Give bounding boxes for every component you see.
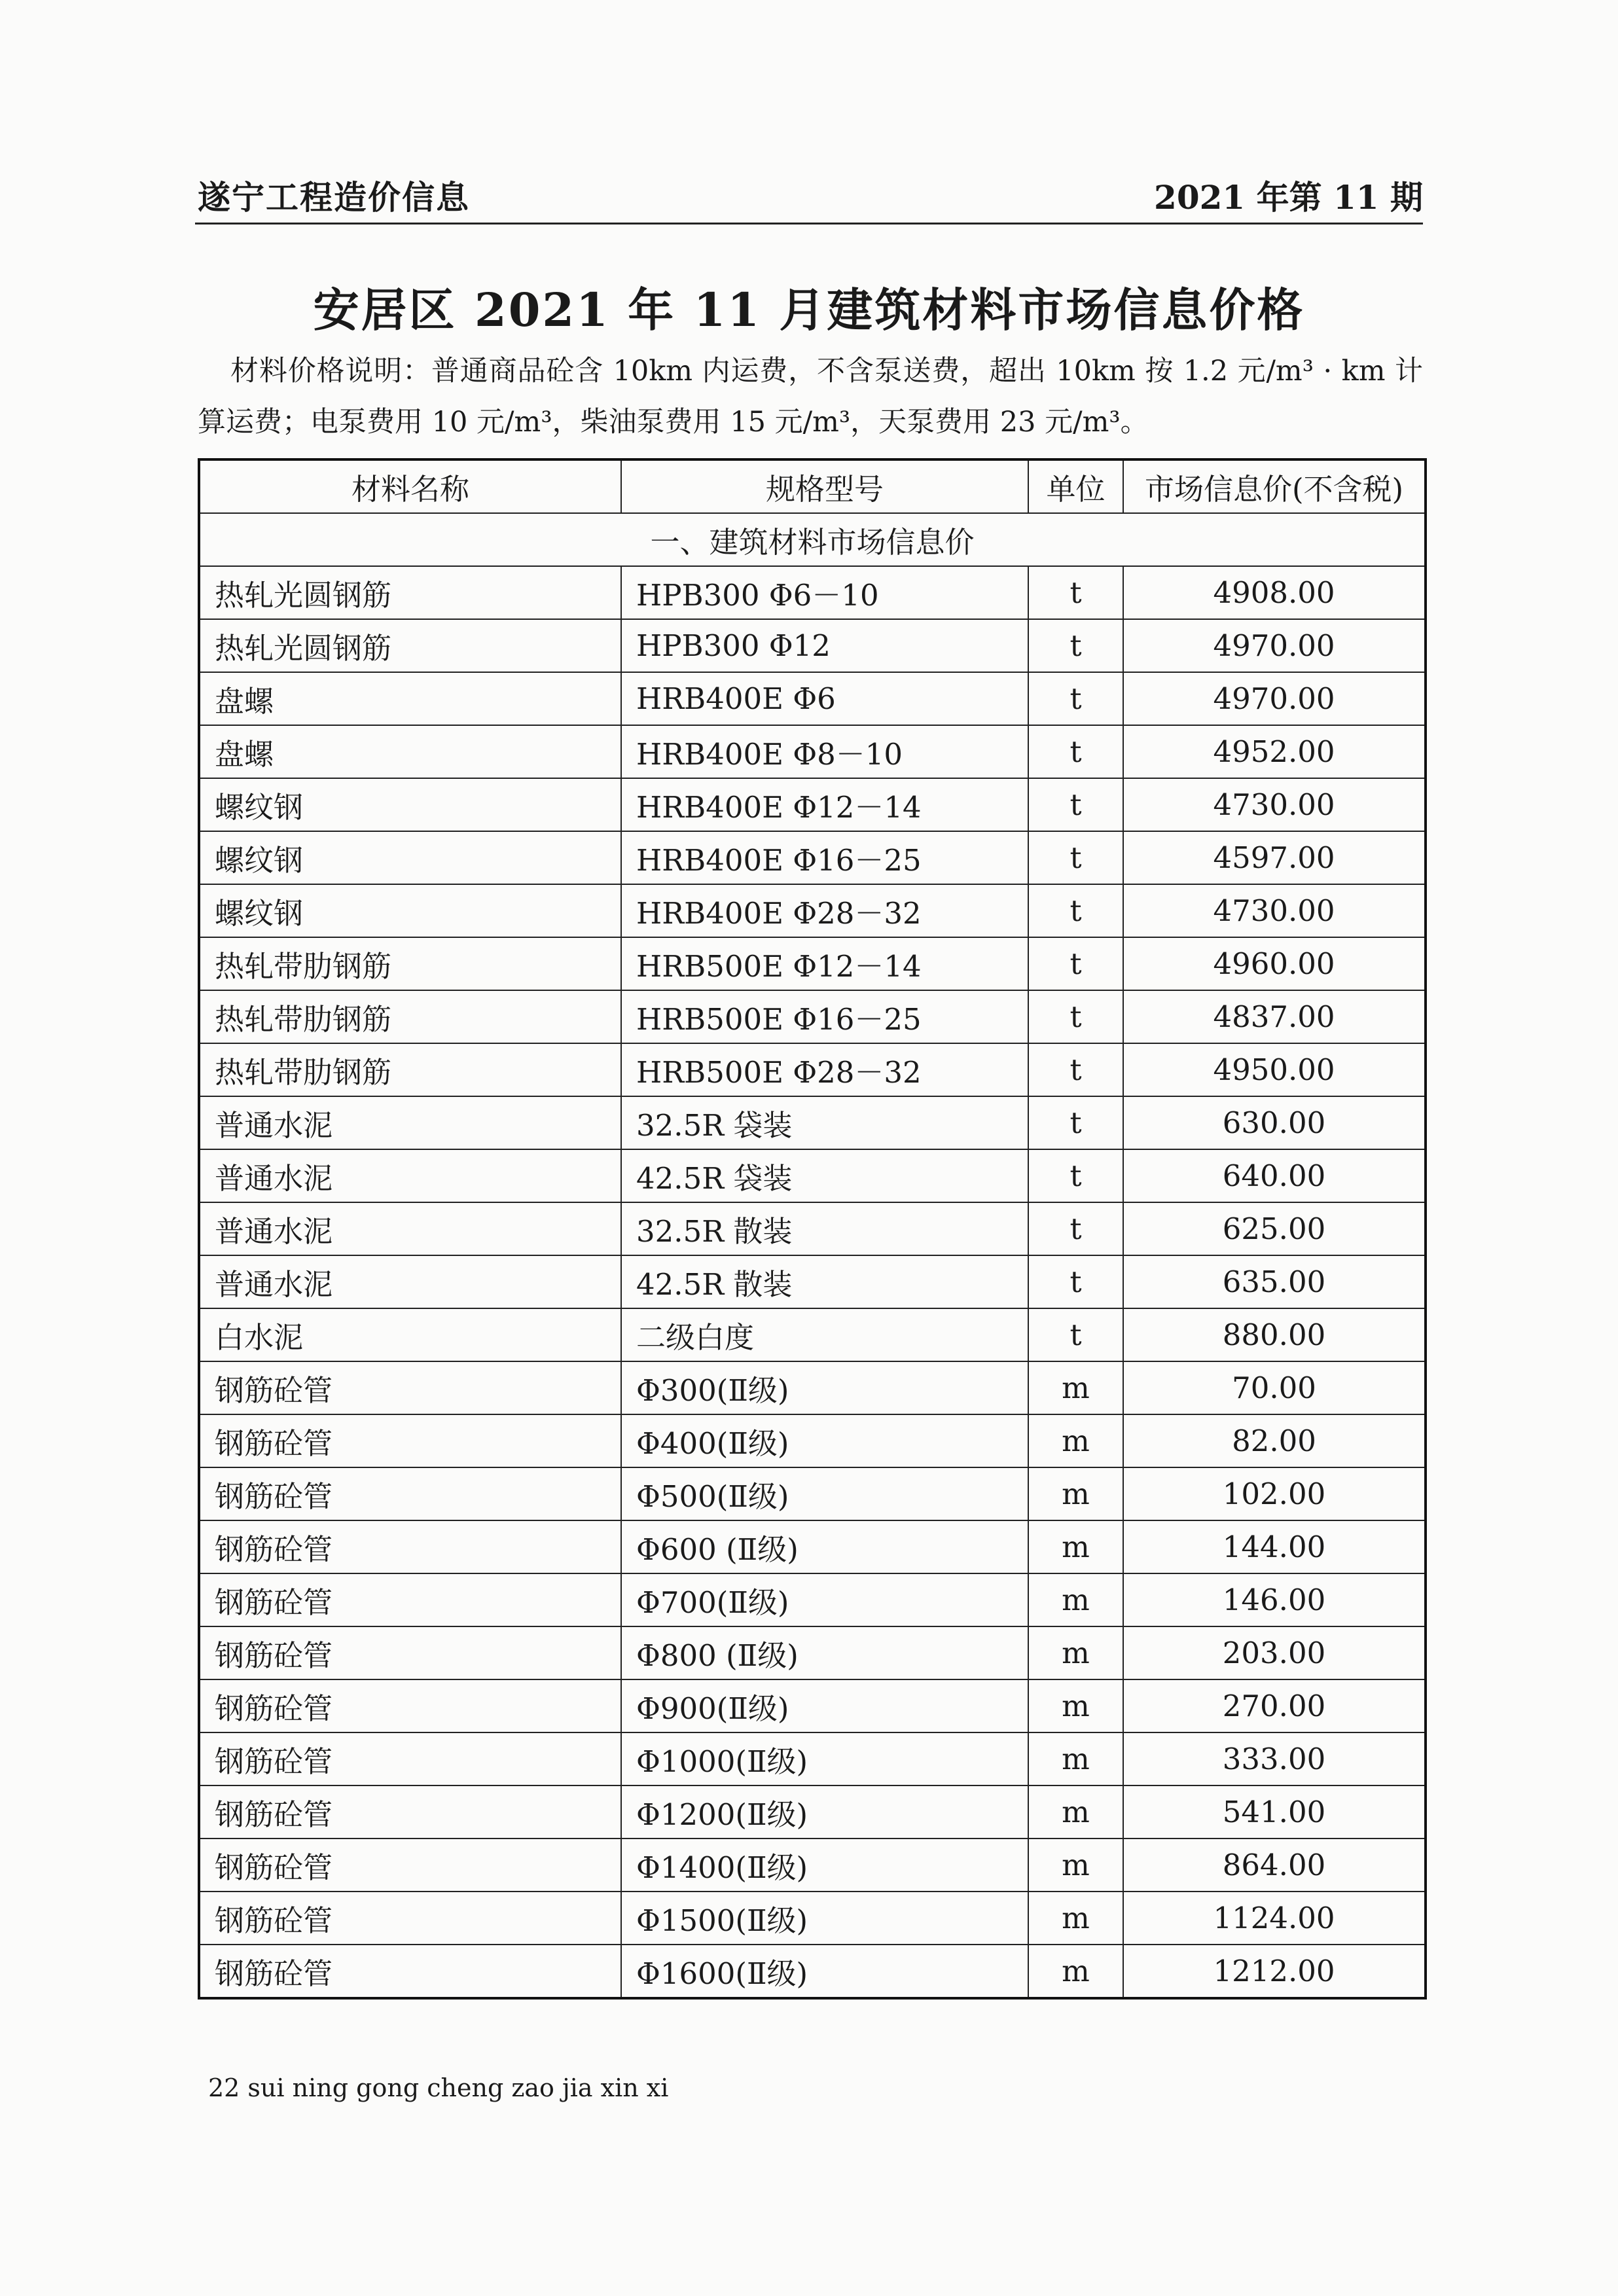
table-row xyxy=(199,1892,1426,1945)
unit-cell: m xyxy=(1028,1361,1123,1414)
price-cell: 4970.00 xyxy=(1123,619,1426,672)
material-name-cell: 钢筋砼管 xyxy=(199,1839,621,1892)
material-name-cell: 普通水泥 xyxy=(199,1149,621,1202)
price-cell: 4970.00 xyxy=(1123,672,1426,725)
spec-cell: Φ1200(Ⅱ级) xyxy=(621,1785,1028,1839)
price-cell: 880.00 xyxy=(1123,1308,1426,1361)
material-name-cell: 钢筋砼管 xyxy=(199,1785,621,1839)
spec-cell: Φ1500(Ⅱ级) xyxy=(621,1892,1028,1945)
table-row xyxy=(199,1679,1426,1732)
unit-cell: m xyxy=(1028,1626,1123,1679)
material-name-cell: 钢筋砼管 xyxy=(199,1626,621,1679)
unit-cell: t xyxy=(1028,566,1123,619)
material-name-cell: 热轧光圆钢筋 xyxy=(199,566,621,619)
material-name-cell: 螺纹钢 xyxy=(199,778,621,831)
unit-cell: m xyxy=(1028,1467,1123,1520)
material-name-cell: 螺纹钢 xyxy=(199,884,621,937)
spec-cell: 42.5R 散装 xyxy=(621,1255,1028,1308)
unit-cell: m xyxy=(1028,1785,1123,1839)
price-cell: 630.00 xyxy=(1123,1096,1426,1149)
price-cell: 640.00 xyxy=(1123,1149,1426,1202)
spec-cell: Φ900(Ⅱ级) xyxy=(621,1679,1028,1732)
material-name-cell: 钢筋砼管 xyxy=(199,1520,621,1573)
header-unit: 单位 xyxy=(1028,459,1123,513)
unit-cell: t xyxy=(1028,884,1123,937)
price-cell: 864.00 xyxy=(1123,1839,1426,1892)
spec-cell: HRB400E Φ12－14 xyxy=(621,778,1028,831)
price-cell: 4952.00 xyxy=(1123,725,1426,778)
material-name-cell: 钢筋砼管 xyxy=(199,1945,621,1998)
unit-cell: m xyxy=(1028,1520,1123,1573)
price-cell: 541.00 xyxy=(1123,1785,1426,1839)
unit-cell: m xyxy=(1028,1839,1123,1892)
spec-cell: HRB500E Φ12－14 xyxy=(621,937,1028,990)
price-cell: 4730.00 xyxy=(1123,778,1426,831)
spec-cell: HRB400E Φ16－25 xyxy=(621,831,1028,884)
unit-cell: t xyxy=(1028,1096,1123,1149)
table-row xyxy=(199,1202,1426,1255)
table-row xyxy=(199,1520,1426,1573)
spec-cell: 二级白度 xyxy=(621,1308,1028,1361)
price-cell: 4950.00 xyxy=(1123,1043,1426,1096)
unit-cell: t xyxy=(1028,672,1123,725)
unit-cell: t xyxy=(1028,1202,1123,1255)
price-cell: 70.00 xyxy=(1123,1361,1426,1414)
spec-cell: HRB500E Φ28－32 xyxy=(621,1043,1028,1096)
material-name-cell: 钢筋砼管 xyxy=(199,1573,621,1626)
unit-cell: t xyxy=(1028,1043,1123,1096)
material-name-cell: 热轧带肋钢筋 xyxy=(199,1043,621,1096)
price-cell: 635.00 xyxy=(1123,1255,1426,1308)
table-row xyxy=(199,831,1426,884)
price-cell: 4960.00 xyxy=(1123,937,1426,990)
material-name-cell: 钢筋砼管 xyxy=(199,1892,621,1945)
spec-cell: 32.5R 袋装 xyxy=(621,1096,1028,1149)
header-rule xyxy=(195,223,1423,224)
table-row xyxy=(199,778,1426,831)
unit-cell: t xyxy=(1028,778,1123,831)
unit-cell: m xyxy=(1028,1945,1123,1998)
material-name-cell: 热轧带肋钢筋 xyxy=(199,990,621,1043)
table-row xyxy=(199,1839,1426,1892)
table-row xyxy=(199,1945,1426,1998)
material-name-cell: 普通水泥 xyxy=(199,1255,621,1308)
price-cell: 1212.00 xyxy=(1123,1945,1426,1998)
spec-cell: HPB300 Φ6－10 xyxy=(621,566,1028,619)
spec-cell: Φ500(Ⅱ级) xyxy=(621,1467,1028,1520)
unit-cell: t xyxy=(1028,1149,1123,1202)
spec-cell: Φ1600(Ⅱ级) xyxy=(621,1945,1028,1998)
spec-cell: Φ400(Ⅱ级) xyxy=(621,1414,1028,1467)
price-table xyxy=(198,458,1427,2000)
spec-cell: HRB400E Φ8－10 xyxy=(621,725,1028,778)
issue-label: 2021 年第 11 期 xyxy=(1154,178,1423,217)
material-name-cell: 盘螺 xyxy=(199,725,621,778)
table-row xyxy=(199,1626,1426,1679)
table-row xyxy=(199,1308,1426,1361)
section-title: 一、建筑材料市场信息价 xyxy=(199,513,1426,566)
price-note: 材料价格说明：普通商品砼含 10km 内运费，不含泵送费，超出 10km 按 1.2 元/m³ · km 计算运费；电泵费用 10 元/m³，柴油泵费用 15 元/m³，天泵费用 23 元/m³。 xyxy=(198,355,1423,439)
price-cell: 1124.00 xyxy=(1123,1892,1426,1945)
material-name-cell: 盘螺 xyxy=(199,672,621,725)
unit-cell: t xyxy=(1028,1255,1123,1308)
table-row xyxy=(199,1255,1426,1308)
material-name-cell: 钢筋砼管 xyxy=(199,1361,621,1414)
spec-cell: Φ600 (Ⅱ级) xyxy=(621,1520,1028,1573)
unit-cell: t xyxy=(1028,1308,1123,1361)
header-spec: 规格型号 xyxy=(621,459,1028,513)
price-cell: 203.00 xyxy=(1123,1626,1426,1679)
price-cell: 146.00 xyxy=(1123,1573,1426,1626)
spec-cell: 42.5R 袋装 xyxy=(621,1149,1028,1202)
table-row xyxy=(199,1043,1426,1096)
unit-cell: t xyxy=(1028,725,1123,778)
table-row xyxy=(199,884,1426,937)
table-header-row xyxy=(199,459,1426,513)
table-row xyxy=(199,1467,1426,1520)
unit-cell: t xyxy=(1028,831,1123,884)
page-title: 安居区 2021 年 11 月建筑材料市场信息价格 xyxy=(313,283,1305,337)
price-cell: 625.00 xyxy=(1123,1202,1426,1255)
spec-cell: Φ800 (Ⅱ级) xyxy=(621,1626,1028,1679)
publication-name: 遂宁工程造价信息 xyxy=(198,178,470,217)
page-footer: 22 sui ning gong cheng zao jia xin xi xyxy=(208,2073,669,2102)
material-name-cell: 钢筋砼管 xyxy=(199,1467,621,1520)
table-row xyxy=(199,619,1426,672)
material-name-cell: 钢筋砼管 xyxy=(199,1732,621,1785)
price-cell: 270.00 xyxy=(1123,1679,1426,1732)
table-row xyxy=(199,672,1426,725)
unit-cell: m xyxy=(1028,1679,1123,1732)
unit-cell: t xyxy=(1028,990,1123,1043)
price-cell: 4597.00 xyxy=(1123,831,1426,884)
unit-cell: t xyxy=(1028,937,1123,990)
unit-cell: t xyxy=(1028,619,1123,672)
price-cell: 102.00 xyxy=(1123,1467,1426,1520)
price-cell: 4837.00 xyxy=(1123,990,1426,1043)
material-name-cell: 钢筋砼管 xyxy=(199,1414,621,1467)
table-row xyxy=(199,1732,1426,1785)
spec-cell: HRB400E Φ6 xyxy=(621,672,1028,725)
unit-cell: m xyxy=(1028,1892,1123,1945)
table-row xyxy=(199,1414,1426,1467)
table-row xyxy=(199,566,1426,619)
table-row xyxy=(199,725,1426,778)
spec-cell: HRB400E Φ28－32 xyxy=(621,884,1028,937)
table-row xyxy=(199,1096,1426,1149)
section-row xyxy=(199,513,1426,566)
table-row xyxy=(199,1785,1426,1839)
price-cell: 4730.00 xyxy=(1123,884,1426,937)
price-cell: 144.00 xyxy=(1123,1520,1426,1573)
spec-cell: HRB500E Φ16－25 xyxy=(621,990,1028,1043)
spec-cell: Φ1000(Ⅱ级) xyxy=(621,1732,1028,1785)
unit-cell: m xyxy=(1028,1414,1123,1467)
spec-cell: HPB300 Φ12 xyxy=(621,619,1028,672)
spec-cell: Φ1400(Ⅱ级) xyxy=(621,1839,1028,1892)
price-cell: 333.00 xyxy=(1123,1732,1426,1785)
table-row xyxy=(199,1573,1426,1626)
price-cell: 82.00 xyxy=(1123,1414,1426,1467)
price-cell: 4908.00 xyxy=(1123,566,1426,619)
spec-cell: 32.5R 散装 xyxy=(621,1202,1028,1255)
table-row xyxy=(199,1149,1426,1202)
material-name-cell: 白水泥 xyxy=(199,1308,621,1361)
table-row xyxy=(199,990,1426,1043)
header-material-name: 材料名称 xyxy=(199,459,621,513)
spec-cell: Φ700(Ⅱ级) xyxy=(621,1573,1028,1626)
header-price: 市场信息价(不含税) xyxy=(1123,459,1426,513)
material-name-cell: 普通水泥 xyxy=(199,1096,621,1149)
unit-cell: m xyxy=(1028,1573,1123,1626)
table-row xyxy=(199,937,1426,990)
material-name-cell: 热轧光圆钢筋 xyxy=(199,619,621,672)
unit-cell: m xyxy=(1028,1732,1123,1785)
spec-cell: Φ300(Ⅱ级) xyxy=(621,1361,1028,1414)
material-name-cell: 普通水泥 xyxy=(199,1202,621,1255)
material-name-cell: 热轧带肋钢筋 xyxy=(199,937,621,990)
material-name-cell: 螺纹钢 xyxy=(199,831,621,884)
table-row xyxy=(199,1361,1426,1414)
material-name-cell: 钢筋砼管 xyxy=(199,1679,621,1732)
